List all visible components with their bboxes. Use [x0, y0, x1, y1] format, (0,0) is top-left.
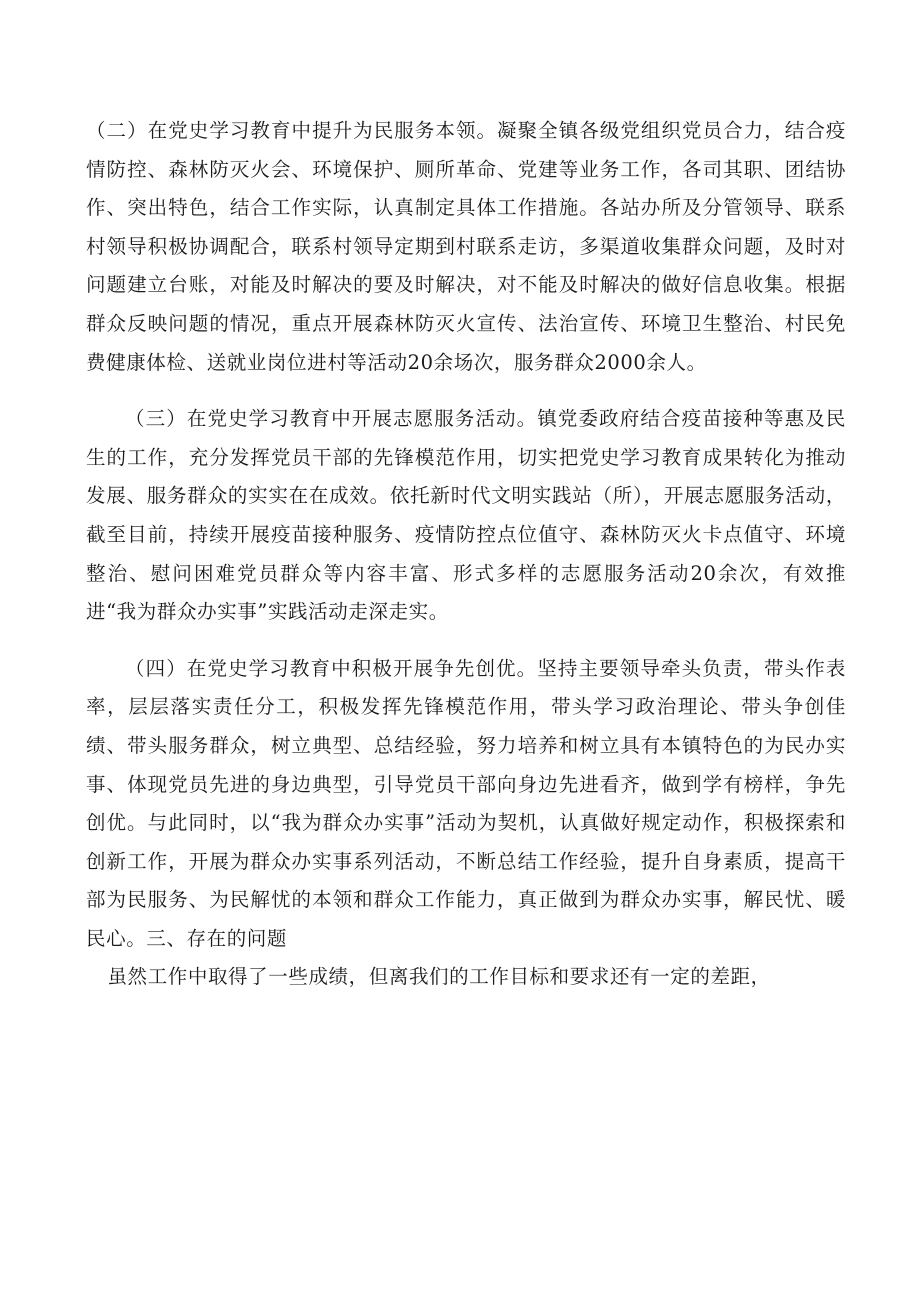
paragraph-excellence: （四）在党史学习教育中积极开展争先创优。坚持主要领导牵头负责，带头作表率，层层落实责任分工，积极发挥先锋模范作用，带头学习政治理论、带头争创佳绩、带头服务群众，树立典型、总结经验，努力培养和树立具有本镇特色的为民办实事、体现党员先进的身边典型，引导党员干部向身边先进看齐，做到学有榜样，争先创优。与此同时，以“我为群众办实事”活动为契机，认真做好规定动作，积极探索和创新工作，开展为群众办实事系列活动，不断总结工作经验，提升自身素质，提高干部为民服务、为民解忧的本领和群众工作能力，真正做到为群众办实事，解民忧、暖民心。三、存在的问题 — [86, 656, 846, 950]
paragraph-volunteer-service: （三）在党史学习教育中开展志愿服务活动。镇党委政府结合疫苗接种等惠及民生的工作，充分发挥党员干部的先锋模范作用，切实把党史学习教育成果转化为推动发展、服务群众的实实在在成效。依托新时代文明实践站（所），开展志愿服务活动，截至目前，持续开展疫苗接种服务、疫情防控点位值守、森林防灭火卡点值守、环境整治、慰问困难党员群众等内容丰富、形式多样的志愿服务活动20余次，有效推进“我为群众办实事”实践活动走深走实。 — [86, 407, 846, 624]
paragraph-service-capability: （二）在党史学习教育中提升为民服务本领。凝聚全镇各级党组织党员合力，结合疫情防控、森林防灭火会、环境保护、厕所革命、党建等业务工作，各司其职、团结协作、突出特色，结合工作实际，认真制定具体工作措施。各站办所及分管领导、联系村领导积极协调配合，联系村领导定期到村联系走访，多渠道收集群众问题，及时对问题建立台账，对能及时解决的要及时解决，对不能及时解决的做好信息收集。根据群众反映问题的情况，重点开展森林防灭火宣传、法治宣传、环境卫生整治、村民免费健康体检、送就业岗位进村等活动20余场次，服务群众2000余人。 — [86, 119, 846, 374]
document-body — [86, 112, 846, 997]
paragraph-problems-intro: 虽然工作中取得了一些成绩，但离我们的工作目标和要求还有一定的差距， — [107, 965, 771, 989]
